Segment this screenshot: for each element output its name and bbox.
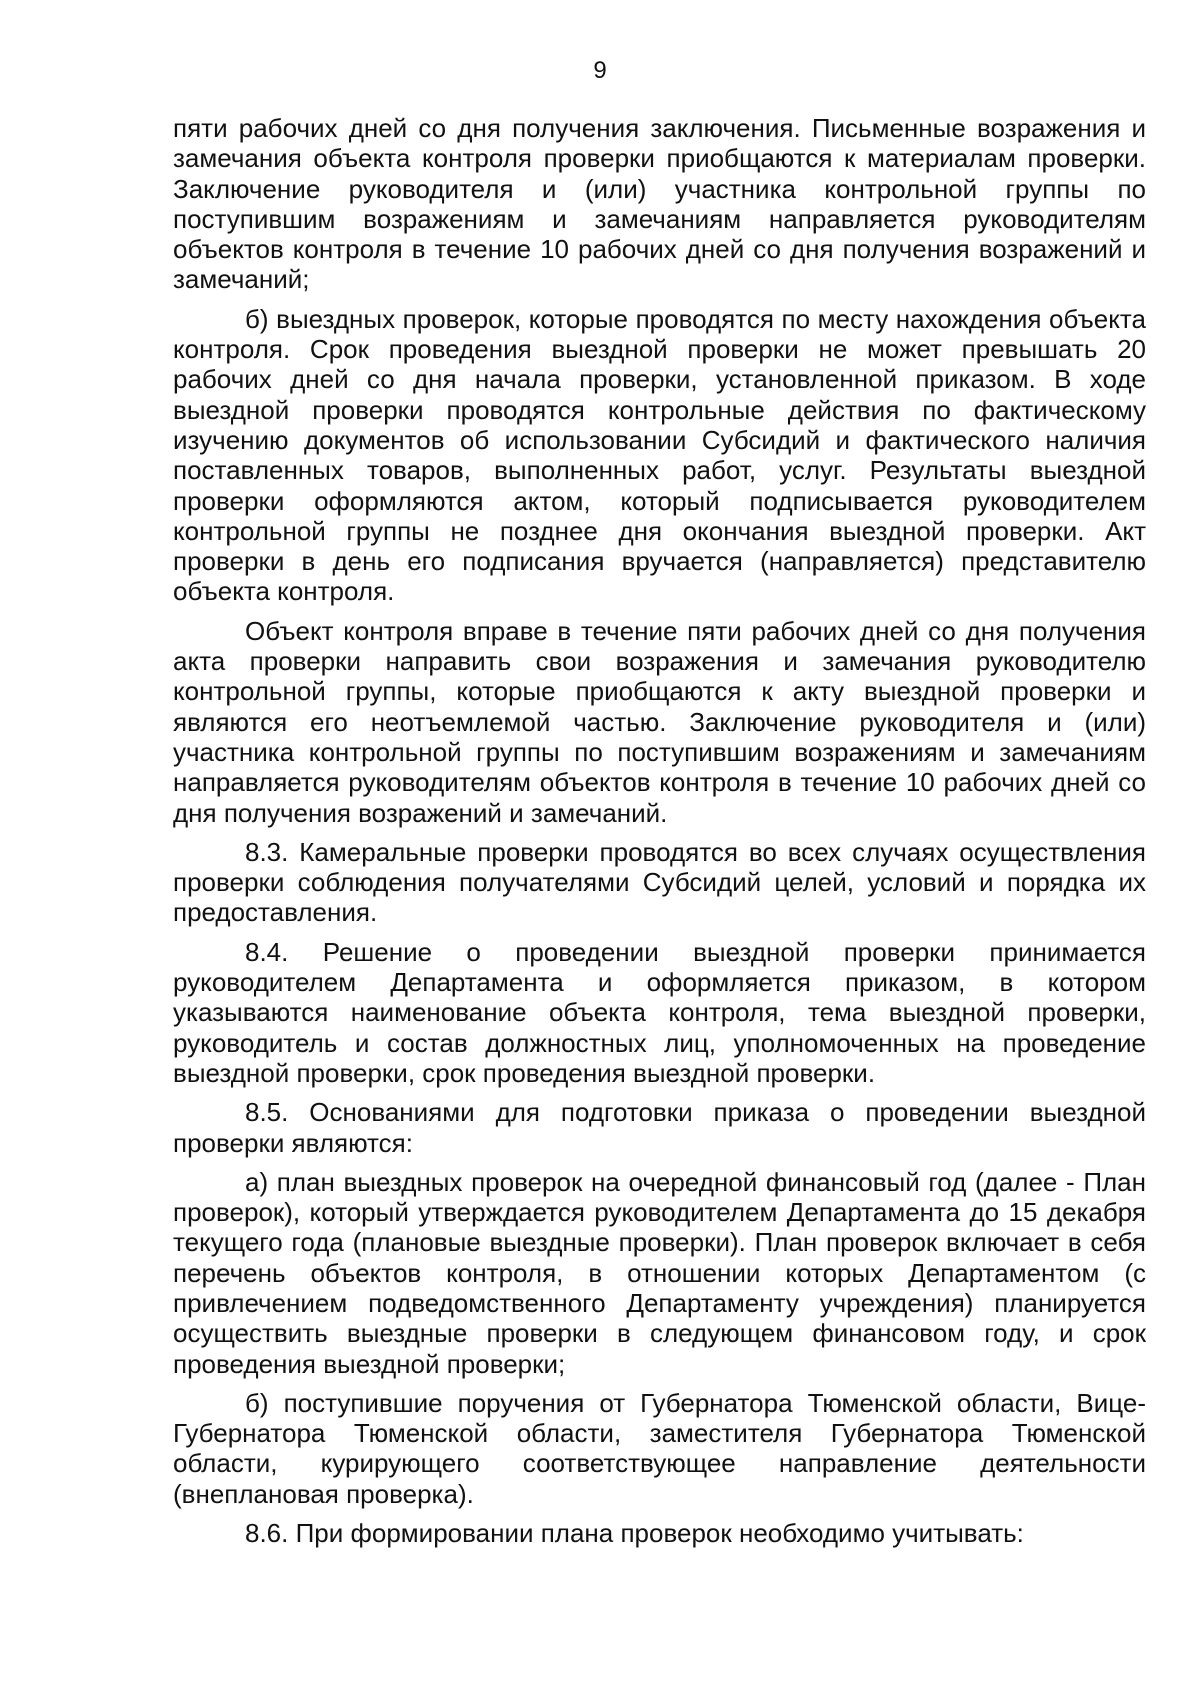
page-number: 9	[593, 57, 607, 84]
paragraph-8-6: 8.6. При формировании плана проверок необходимо учитывать:	[245, 1518, 1024, 1549]
paragraph-8-4: 8.4. Решение о проведении выездной проверки принимается руководителем Департамента и оформляется приказом, в котором указываются наименование объекта контроля, тема выездной проверки, руководитель и состав должностных лиц, уполномоченных на проведение выездной проверки, срок проведения выездной проверки.	[173, 936, 1146, 1088]
paragraph-8-5: 8.5. Основаниями для подготовки приказа о проведении выездной проверки являются:	[173, 1097, 1146, 1158]
paragraph-8-5-b: б) поступившие поручения от Губернатора Тюменской области, Вице-Губернатора Тюменской области, заместителя Губернатора Тюменской области, курирующего соответствующее направление деятельности (внеплановая проверка).	[173, 1387, 1146, 1509]
paragraph-on-site-inspections: б) выездных проверок, которые проводятся по месту нахождения объекта контроля. Срок проведения выездной проверки не может превышать 20 рабочих дней со дня начала проверки, установленной приказом. В ходе выездной проверки проводятся контрольные действия по фактическому изучению документов об использовании Субсидий и фактического наличия поставленных товаров, выполненных работ, услуг. Результаты выездной проверки оформляются актом, который подписывается руководителем контрольной группы не позднее дня окончания выездной проверки. Акт проверки в день его подписания вручается (направляется) представителю объекта контроля.	[173, 303, 1146, 607]
document-body	[173, 113, 1146, 1557]
paragraph-8-5-a: а) план выездных проверок на очередной финансовый год (далее - План проверок), который утверждается руководителем Департамента до 15 декабря текущего года (плановые выездные проверки). План проверок включает в себя перечень объектов контроля, в отношении которых Департаментом (с привлечением подведомственного Департаменту учреждения) планируется осуществить выездные проверки в следующем финансовом году, и срок проведения выездной проверки;	[173, 1166, 1146, 1379]
paragraph-8-3: 8.3. Камеральные проверки проводятся во всех случаях осуществления проверки соблюдения получателями Субсидий целей, условий и порядка их предоставления.	[173, 836, 1146, 928]
paragraph-continuation: пяти рабочих дней со дня получения заключения. Письменные возражения и замечания объекта контроля проверки приобщаются к материалам проверки. Заключение руководителя и (или) участника контрольной группы по поступившим возражениям и замечаниям направляется руководителям объектов контроля в течение 10 рабочих дней со дня получения возражений и замечаний;	[173, 113, 1146, 295]
paragraph-objections-right: Объект контроля вправе в течение пяти рабочих дней со дня получения акта проверки направить свои возражения и замечания руководителю контрольной группы, которые приобщаются к акту выездной проверки и являются его неотъемлемой частью. Заключение руководителя и (или) участника контрольной группы по поступившим возражениям и замечаниям направляется руководителям объектов контроля в течение 10 рабочих дней со дня получения возражений и замечаний.	[173, 615, 1146, 828]
